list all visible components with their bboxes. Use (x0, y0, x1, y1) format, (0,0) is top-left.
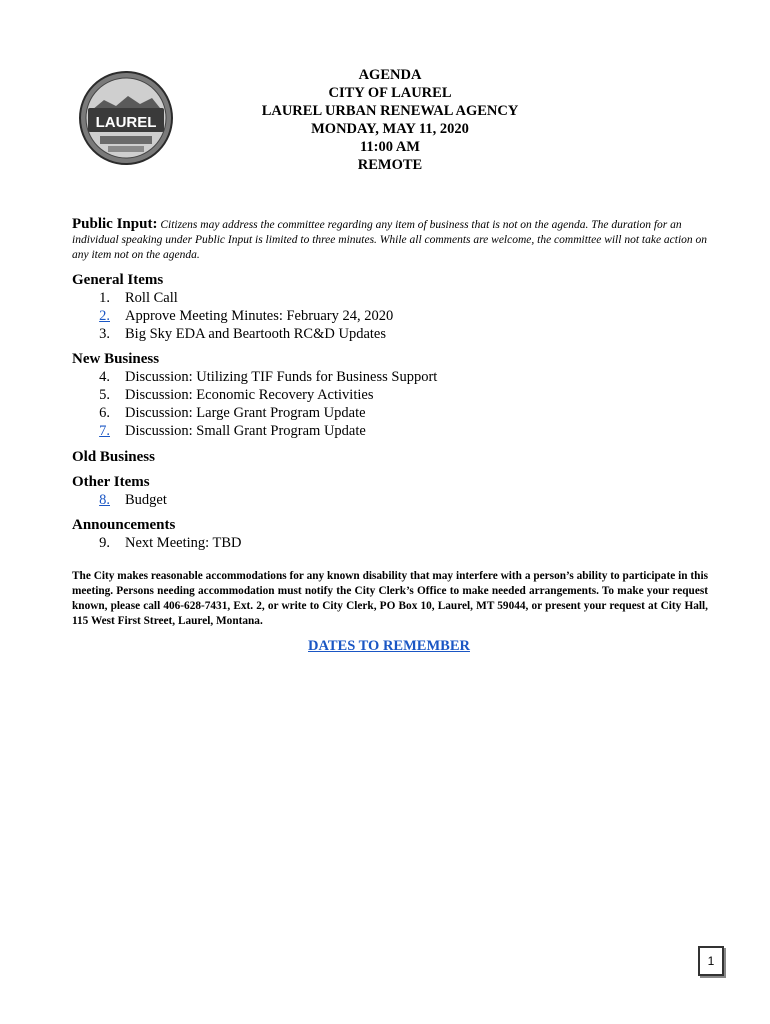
dates-to-remember-link[interactable]: DATES TO REMEMBER (308, 638, 470, 654)
item-number-link[interactable]: 7. (99, 423, 110, 439)
public-input-paragraph (72, 217, 708, 263)
section-title: Announcements (72, 517, 176, 533)
header-line: REMOTE (357, 157, 423, 173)
header-line: 11:00 AM (359, 139, 420, 155)
accommodation-notice: The City makes reasonable accommodations for any known disability that may interfere with a person’s ability to participate in this meeting. Persons needing accommodation must notify the City Clerk’s Office to make needed arrangements. To make your request known, please call 406-628-7431, Ext. 2, or write to City Clerk, PO Box 10, Laurel, MT 59044, or present your request at City Hall, 115 West First Street, Laurel, Montana. (72, 570, 708, 627)
section-new-business (72, 350, 712, 440)
item-text: Budget (125, 492, 167, 508)
item-text: Discussion: Large Grant Program Update (125, 405, 366, 421)
city-logo (78, 70, 174, 166)
item-number: 9. (99, 535, 110, 551)
section-other-items (72, 473, 712, 509)
item-text: Roll Call (125, 290, 178, 306)
page-number-badge: 1 (698, 946, 724, 976)
item-number: 3. (99, 326, 110, 342)
svg-text:LAUREL: LAUREL (95, 114, 157, 131)
item-text: Approve Meeting Minutes: February 24, 2020 (125, 308, 394, 324)
header-line: LAUREL URBAN RENEWAL AGENCY (261, 103, 519, 119)
header-line: AGENDA (358, 67, 422, 83)
section-title: Old Business (72, 449, 155, 465)
agenda-item (72, 534, 712, 552)
public-input-text: Citizens may address the committee regarding any item of business that is not on the agenda. The duration for an individual speaking under Public Input is limited to three minutes. While all comments are welcome, the committee will not take action on any item not on the agenda. (72, 219, 708, 261)
agenda-item (72, 491, 712, 509)
agenda-item (72, 404, 712, 422)
section-announcements (72, 516, 712, 552)
agenda-item (72, 368, 712, 386)
section-title: New Business (72, 351, 160, 367)
item-number: 1. (99, 290, 110, 306)
agenda-item (72, 307, 712, 325)
item-number: 4. (99, 369, 110, 385)
item-text: Next Meeting: TBD (125, 535, 242, 551)
item-number-link[interactable]: 2. (99, 308, 110, 324)
header-line: CITY OF LAUREL (328, 85, 452, 101)
header-line: MONDAY, MAY 11, 2020 (311, 121, 469, 137)
section-old-business (72, 448, 712, 466)
item-number-link[interactable]: 8. (99, 492, 110, 508)
item-number: 6. (99, 405, 110, 421)
section-general-items (72, 271, 712, 343)
agenda-item (72, 422, 712, 440)
item-number: 5. (99, 387, 110, 403)
item-text: Discussion: Economic Recovery Activities (125, 387, 374, 403)
agenda-header (230, 66, 550, 174)
agenda-item (72, 289, 712, 307)
agenda-item (72, 386, 712, 404)
section-title: Other Items (72, 474, 150, 490)
item-text: Discussion: Small Grant Program Update (125, 423, 366, 439)
agenda-item (72, 325, 712, 343)
item-text: Big Sky EDA and Beartooth RC&D Updates (125, 326, 386, 342)
public-input-label: Public Input: (72, 216, 158, 232)
item-text: Discussion: Utilizing TIF Funds for Business Support (125, 369, 438, 385)
section-title: General Items (72, 272, 164, 288)
